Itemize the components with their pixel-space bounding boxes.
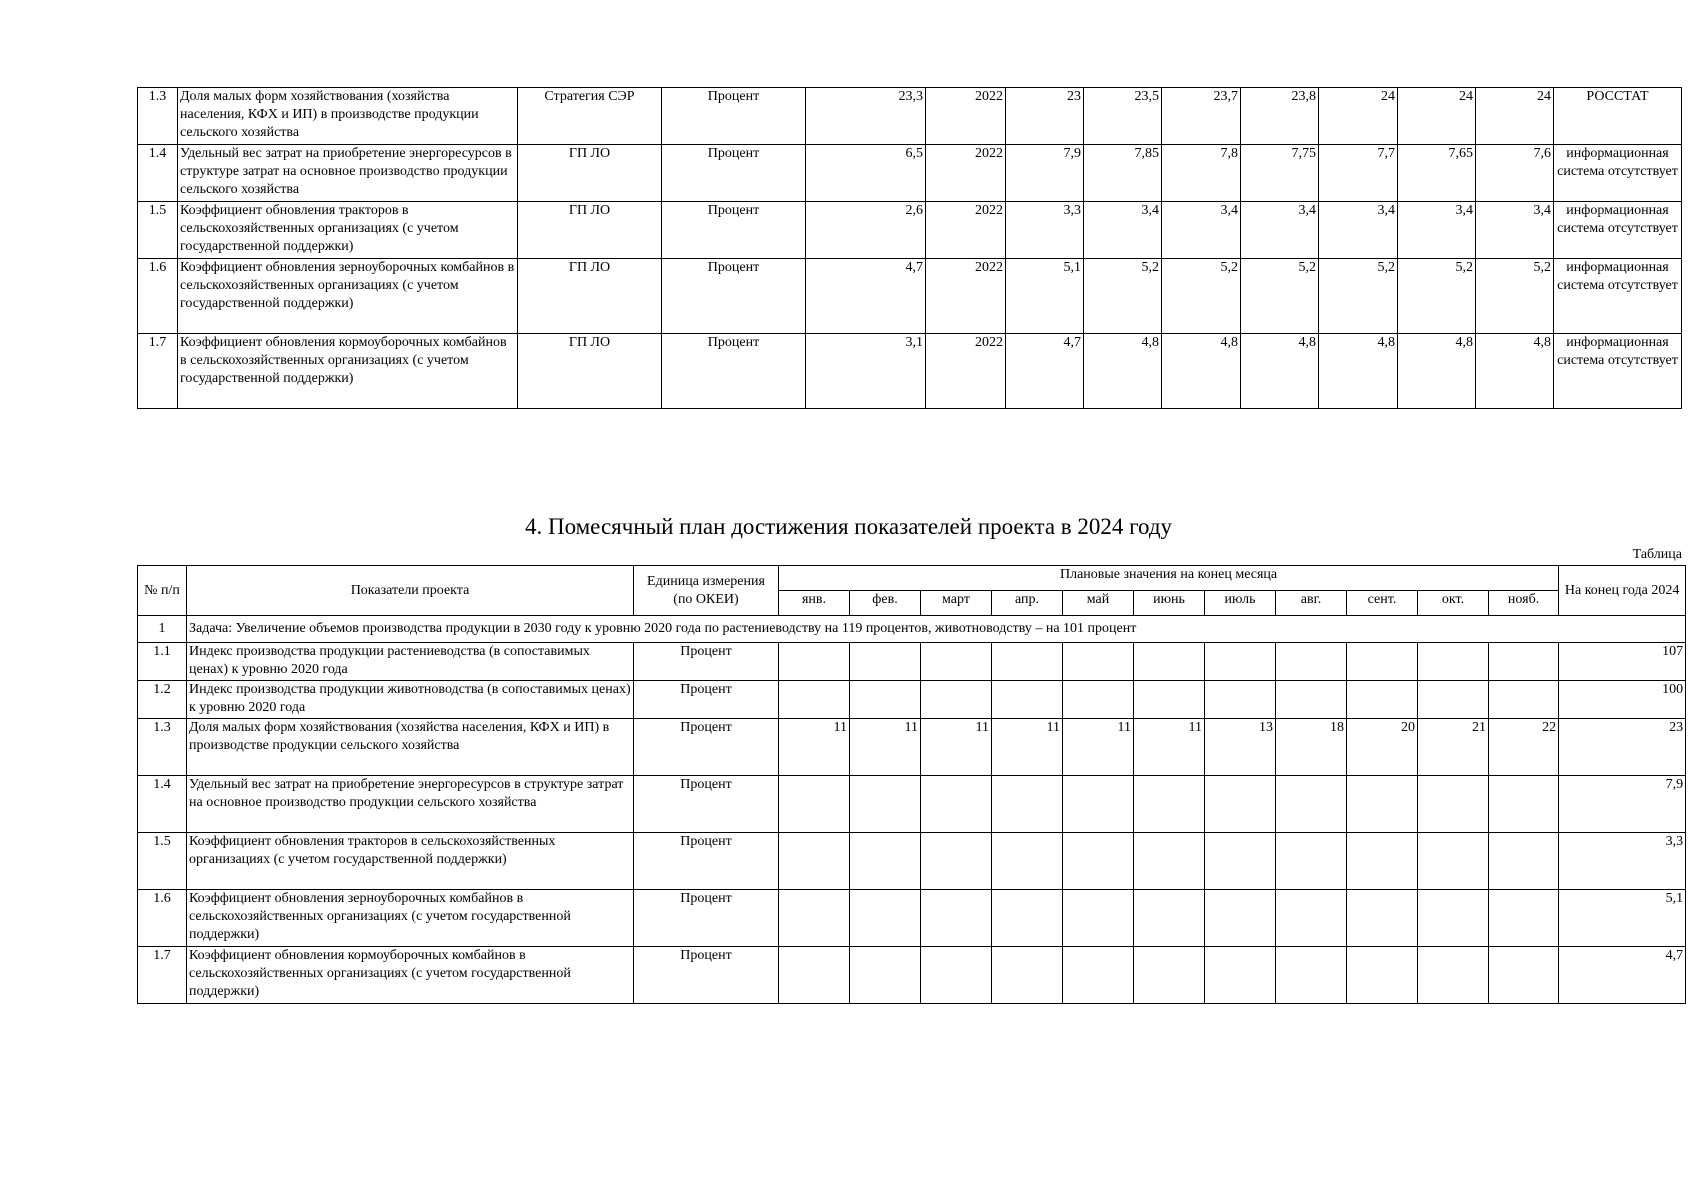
month-value [1063,890,1134,947]
table-row [138,334,1682,409]
unit: Процент [634,681,779,719]
section-title: 4. Помесячный план достижения показателей проекта в 2024 году [524,514,1173,539]
header-month: нояб. [1489,591,1559,616]
month-value: 20 [1347,719,1418,776]
header-month: май [1063,591,1134,616]
row-num: 1.5 [138,202,178,259]
month-value [850,890,921,947]
month-value [1063,681,1134,719]
base-year: 2022 [926,88,1006,145]
base-year: 2022 [926,334,1006,409]
year-end-value: 100 [1559,681,1686,719]
indicator-name: Доля малых форм хозяйствования (хозяйства населения, КФХ и ИП) в производстве продукции сельского хозяйства [178,88,518,145]
header-month: апр. [992,591,1063,616]
base-value: 3,1 [806,334,926,409]
base-year: 2022 [926,259,1006,334]
header-planned: Плановые значения на конец месяца [779,566,1559,591]
data-source: РОССТАТ [1554,88,1682,145]
unit: Процент [662,202,806,259]
table-row [138,643,1686,681]
month-value [1134,947,1205,1004]
month-value: 11 [850,719,921,776]
unit: Процент [634,890,779,947]
indicator-name: Индекс производства продукции животноводства (в сопоставимых ценах) к уровню 2020 года [187,681,634,719]
month-value [1134,833,1205,890]
month-value [1347,947,1418,1004]
month-value [921,643,992,681]
month-value [1418,776,1489,833]
month-value [850,643,921,681]
year-value: 23,7 [1162,88,1241,145]
row-num: 1.6 [138,259,178,334]
month-value [850,833,921,890]
indicator-name: Коэффициент обновления тракторов в сельскохозяйственных организациях (с учетом государственной поддержки) [178,202,518,259]
row-num: 1.4 [138,145,178,202]
indicator-name: Коэффициент обновления тракторов в сельскохозяйственных организациях (с учетом государственной поддержки) [187,833,634,890]
year-value: 7,9 [1006,145,1084,202]
month-value [1347,681,1418,719]
indicator-name: Удельный вес затрат на приобретение энергоресурсов в структуре затрат на основное производство продукции сельского хозяйства [178,145,518,202]
month-value: 18 [1276,719,1347,776]
header-month: янв. [779,591,850,616]
month-value [1134,681,1205,719]
monthly-plan-table [137,565,1686,1004]
header-month: июнь [1134,591,1205,616]
year-value: 5,1 [1006,259,1084,334]
indicator-name: Коэффициент обновления кормоуборочных комбайнов в сельскохозяйственных организациях (с учетом государственной поддержки) [187,947,634,1004]
year-value: 3,4 [1319,202,1398,259]
year-end-value: 23 [1559,719,1686,776]
month-value [1205,833,1276,890]
row-num: 1.3 [138,719,187,776]
data-source: информационная система отсутствует [1554,145,1682,202]
month-value [1205,776,1276,833]
indicator-name: Удельный вес затрат на приобретение энергоресурсов в структуре затрат на основное производство продукции сельского хозяйства [187,776,634,833]
month-value [1134,776,1205,833]
header-month: фев. [850,591,921,616]
indicator-name: Коэффициент обновления кормоуборочных комбайнов в сельскохозяйственных организациях (с учетом государственной поддержки) [178,334,518,409]
month-value [921,947,992,1004]
header-year-end: На конец года 2024 [1559,566,1686,616]
unit: Процент [662,334,806,409]
row-num: 1.5 [138,833,187,890]
indicator-name: Индекс производства продукции растениеводства (в сопоставимых ценах) к уровню 2020 года [187,643,634,681]
month-value [992,833,1063,890]
year-value: 4,8 [1319,334,1398,409]
unit: Процент [634,833,779,890]
month-value [1063,947,1134,1004]
year-value: 5,2 [1398,259,1476,334]
unit: Процент [662,88,806,145]
year-value: 4,8 [1476,334,1554,409]
month-value [850,681,921,719]
row-num: 1.2 [138,681,187,719]
year-value: 5,2 [1084,259,1162,334]
table-row [138,88,1682,145]
year-value: 4,8 [1084,334,1162,409]
header-month: авг. [1276,591,1347,616]
year-value: 5,2 [1241,259,1319,334]
month-value [1489,947,1559,1004]
indicators-table [137,87,1682,409]
month-value [921,833,992,890]
basis-document: Стратегия СЭР [518,88,662,145]
unit: Процент [634,776,779,833]
year-value: 7,65 [1398,145,1476,202]
unit: Процент [662,145,806,202]
base-value: 6,5 [806,145,926,202]
month-value [992,776,1063,833]
month-value [850,947,921,1004]
year-value: 24 [1398,88,1476,145]
year-value: 4,8 [1162,334,1241,409]
month-value [992,643,1063,681]
month-value [779,681,850,719]
month-value [1276,833,1347,890]
header-month: окт. [1418,591,1489,616]
month-value: 11 [921,719,992,776]
data-source: информационная система отсутствует [1554,259,1682,334]
year-end-value: 5,1 [1559,890,1686,947]
year-value: 3,4 [1476,202,1554,259]
indicator-name: Коэффициент обновления зерноуборочных комбайнов в сельскохозяйственных организациях (с учетом государственной поддержки) [178,259,518,334]
basis-document: ГП ЛО [518,334,662,409]
year-value: 23,5 [1084,88,1162,145]
month-value [1205,947,1276,1004]
year-value: 7,8 [1162,145,1241,202]
indicator-name: Коэффициент обновления зерноуборочных комбайнов в сельскохозяйственных организациях (с учетом государственной поддержки) [187,890,634,947]
year-end-value: 107 [1559,643,1686,681]
year-value: 7,85 [1084,145,1162,202]
year-value: 24 [1319,88,1398,145]
header-month: март [921,591,992,616]
month-value [1347,833,1418,890]
month-value [1276,776,1347,833]
month-value [1134,643,1205,681]
table-row [138,947,1686,1004]
month-value [1205,643,1276,681]
month-value [1205,890,1276,947]
month-value [1418,833,1489,890]
month-value [1276,681,1347,719]
data-source: информационная система отсутствует [1554,202,1682,259]
year-value: 3,3 [1006,202,1084,259]
month-value [1347,890,1418,947]
month-value [992,890,1063,947]
task-text: Задача: Увеличение объемов производства продукции в 2030 году к уровню 2020 года по растениеводству на 119 процентов, животноводству – на 101 процент [187,616,1686,643]
month-value [1418,890,1489,947]
year-value: 5,2 [1319,259,1398,334]
year-value: 4,8 [1241,334,1319,409]
table-row [138,145,1682,202]
month-value [1063,776,1134,833]
unit: Процент [634,947,779,1004]
row-num: 1.4 [138,776,187,833]
month-value [779,833,850,890]
base-year: 2022 [926,202,1006,259]
month-value [1276,890,1347,947]
month-value [1489,776,1559,833]
month-value [992,681,1063,719]
base-value: 4,7 [806,259,926,334]
row-num: 1.1 [138,643,187,681]
month-value [1063,643,1134,681]
task-num: 1 [138,616,187,643]
table-row [138,719,1686,776]
year-end-value: 7,9 [1559,776,1686,833]
row-num: 1.3 [138,88,178,145]
year-value: 23,8 [1241,88,1319,145]
table-caption: Таблица [1632,547,1682,562]
year-value: 5,2 [1476,259,1554,334]
header-unit: Единица измерения (по ОКЕИ) [634,566,779,616]
month-value: 21 [1418,719,1489,776]
month-value [850,776,921,833]
year-end-value: 4,7 [1559,947,1686,1004]
table-row [138,681,1686,719]
header-month: сент. [1347,591,1418,616]
task-row [138,616,1686,643]
year-value: 3,4 [1398,202,1476,259]
month-value: 11 [992,719,1063,776]
header-indicator: Показатели проекта [187,566,634,616]
year-value: 3,4 [1162,202,1241,259]
month-value: 11 [779,719,850,776]
month-value [1418,643,1489,681]
unit: Процент [634,643,779,681]
month-value [779,776,850,833]
year-value: 4,8 [1398,334,1476,409]
base-value: 2,6 [806,202,926,259]
month-value [1489,681,1559,719]
year-value: 3,4 [1084,202,1162,259]
year-value: 3,4 [1241,202,1319,259]
year-value: 7,7 [1319,145,1398,202]
table-row [138,259,1682,334]
month-value [1347,776,1418,833]
month-value [779,947,850,1004]
month-value [921,890,992,947]
month-value [1418,681,1489,719]
row-num: 1.7 [138,334,178,409]
table-row [138,833,1686,890]
month-value [1347,643,1418,681]
header-num: № п/п [138,566,187,616]
month-value [1489,643,1559,681]
year-value: 23 [1006,88,1084,145]
month-value [1489,890,1559,947]
basis-document: ГП ЛО [518,259,662,334]
year-value: 4,7 [1006,334,1084,409]
base-value: 23,3 [806,88,926,145]
row-num: 1.6 [138,890,187,947]
basis-document: ГП ЛО [518,202,662,259]
month-value [921,681,992,719]
row-num: 1.7 [138,947,187,1004]
month-value [1134,890,1205,947]
year-value: 24 [1476,88,1554,145]
month-value [1205,681,1276,719]
year-value: 7,75 [1241,145,1319,202]
indicator-name: Доля малых форм хозяйствования (хозяйства населения, КФХ и ИП) в производстве продукции сельского хозяйства [187,719,634,776]
month-value: 22 [1489,719,1559,776]
month-value [779,890,850,947]
month-value [921,776,992,833]
month-value [1418,947,1489,1004]
header-month: июль [1205,591,1276,616]
year-end-value: 3,3 [1559,833,1686,890]
base-year: 2022 [926,145,1006,202]
year-value: 5,2 [1162,259,1241,334]
month-value: 13 [1205,719,1276,776]
unit: Процент [634,719,779,776]
year-value: 7,6 [1476,145,1554,202]
month-value [779,643,850,681]
month-value: 11 [1063,719,1134,776]
table-row [138,776,1686,833]
unit: Процент [662,259,806,334]
month-value [1276,947,1347,1004]
table-row [138,890,1686,947]
month-value: 11 [1134,719,1205,776]
table-row [138,202,1682,259]
month-value [1489,833,1559,890]
month-value [1063,833,1134,890]
month-value [992,947,1063,1004]
basis-document: ГП ЛО [518,145,662,202]
data-source: информационная система отсутствует [1554,334,1682,409]
month-value [1276,643,1347,681]
